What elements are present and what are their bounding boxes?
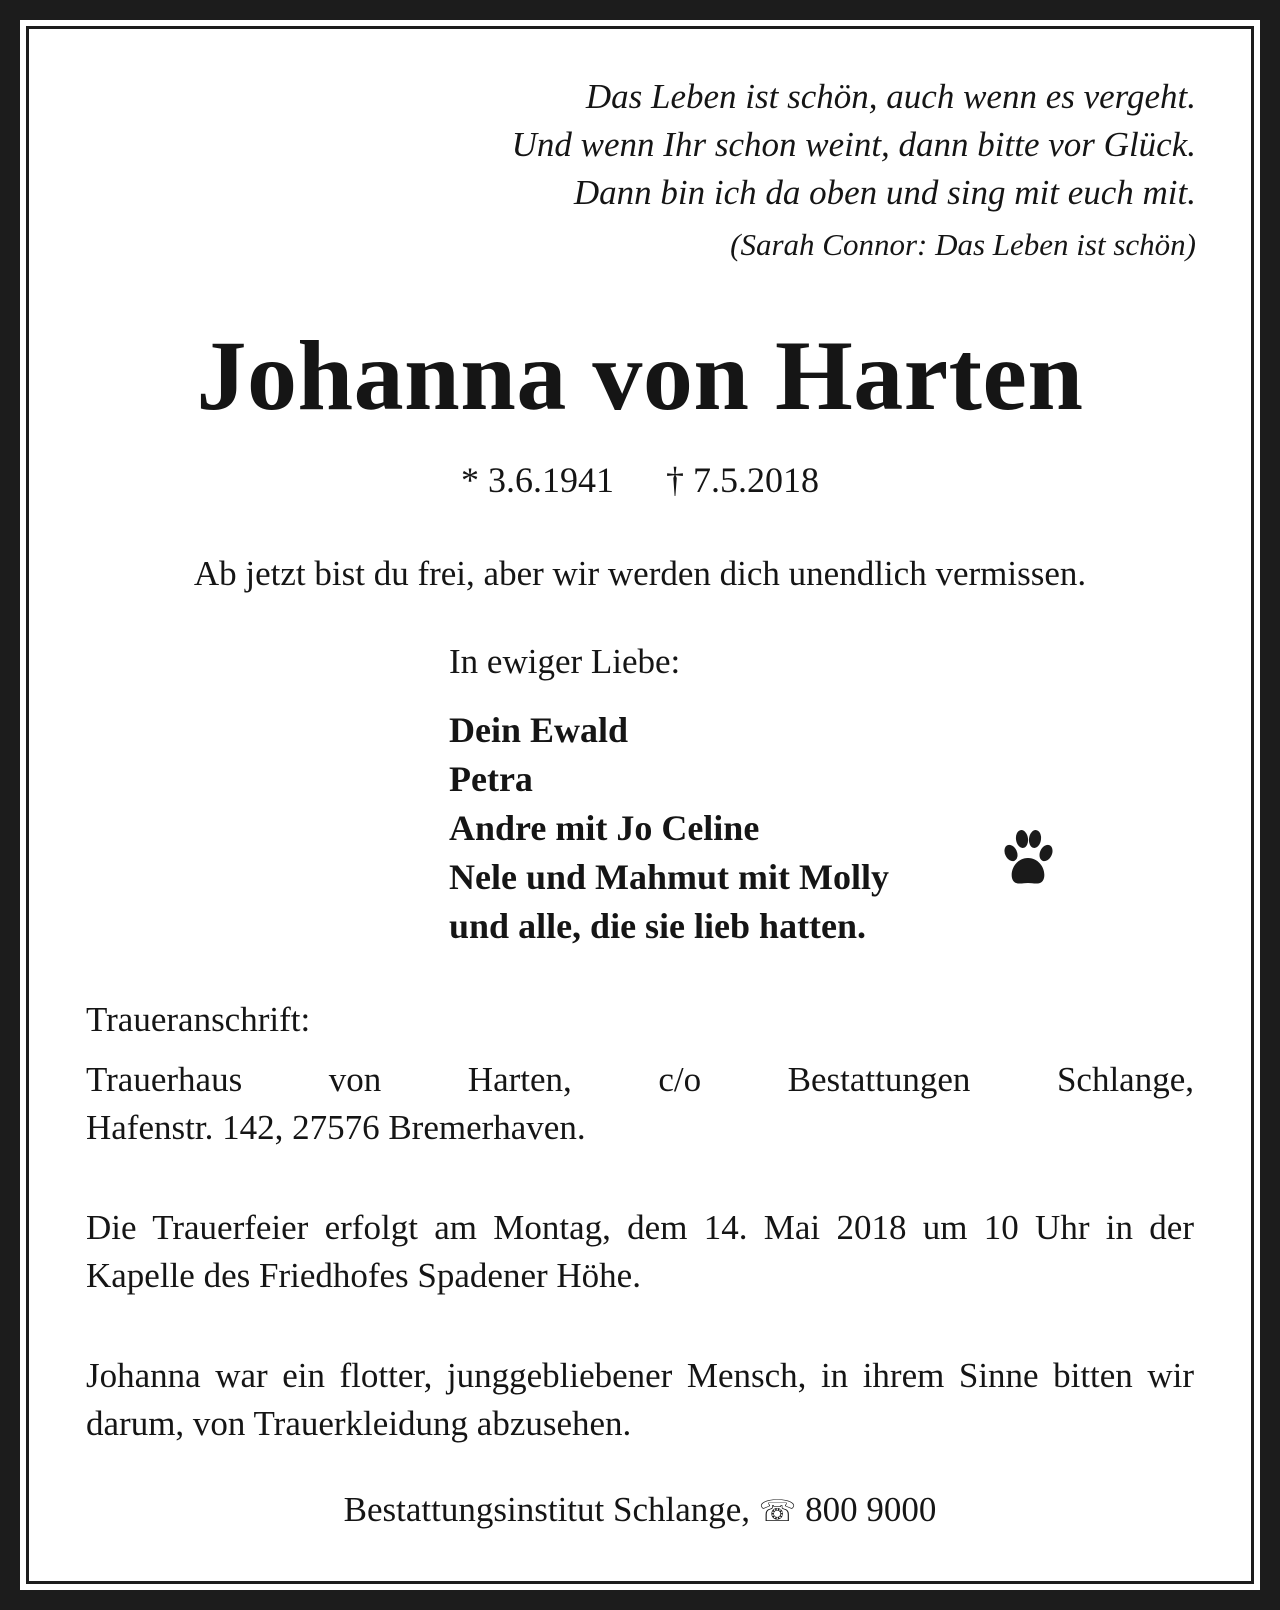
funeral-home-contact: [0, 1486, 1280, 1536]
birth-date: * 3.6.1941: [461, 460, 614, 500]
mourner-name: Dein Ewald: [449, 710, 629, 750]
life-dates: [0, 456, 1280, 504]
mourner-list: [449, 706, 889, 951]
mourner-name: Andre mit Jo Celine: [449, 808, 760, 848]
mourner-name: Petra: [449, 759, 533, 799]
death-date: † 7.5.2018: [666, 460, 819, 500]
poem-source: (Sarah Connor: Das Leben ist schön): [730, 227, 1196, 262]
mourner-name: Nele und Mahmut mit Molly: [449, 857, 889, 897]
phone-number: 800 9000: [805, 1490, 937, 1529]
address-line-1: Trauerhaus von Harten, c/o Bestattungen Schlange,: [86, 1060, 1194, 1099]
paw-print-icon: [1000, 828, 1056, 890]
attire-request: Johanna war ein flotter, junggebliebener Mensch, in ihrem Sinne bitten wir darum, von Trauerkleidung abzusehen.: [86, 1356, 1194, 1443]
mourner-name: und alle, die sie lieb hatten.: [449, 906, 867, 946]
tagline: Ab jetzt bist du frei, aber wir werden dich unendlich vermissen.: [193, 554, 1087, 593]
poem-line-2: Und wenn Ihr schon weint, dann bitte vor Glück.: [511, 125, 1196, 164]
signoff: In ewiger Liebe:: [449, 642, 681, 681]
poem-line-3: Dann bin ich da oben und sing mit euch mit.: [573, 173, 1196, 212]
address-heading: Traueranschrift:: [86, 1000, 311, 1039]
telephone-icon: ☏: [758, 1494, 797, 1529]
poem-line-1: Das Leben ist schön, auch wenn es vergeht.: [585, 77, 1196, 116]
funeral-home-name: Bestattungsinstitut Schlange,: [343, 1490, 751, 1529]
deceased-name: Johanna von Harten: [196, 320, 1084, 431]
ceremony-notice: Die Trauerfeier erfolgt am Montag, dem 14. Mai 2018 um 10 Uhr in der Kapelle des Friedhofes Spadener Höhe.: [86, 1208, 1194, 1295]
address-line-2: Hafenstr. 142, 27576 Bremerhaven.: [86, 1108, 586, 1147]
